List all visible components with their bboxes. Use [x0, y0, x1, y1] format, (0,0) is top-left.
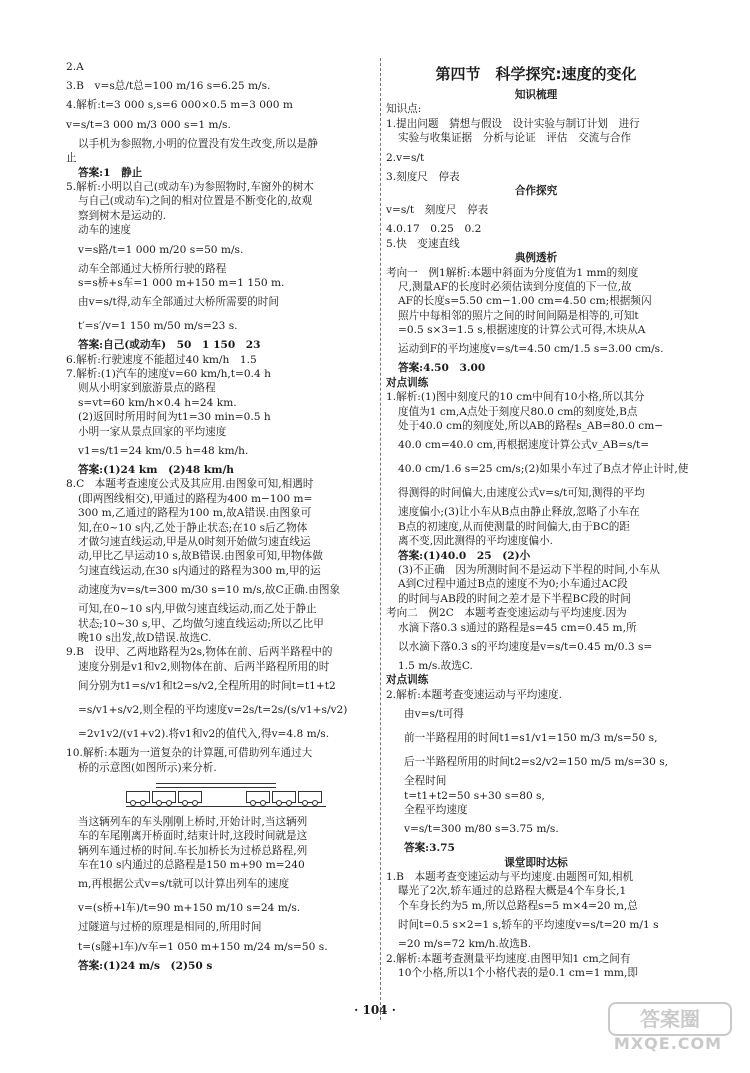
formula-line: 得测得的时间偏大,由速度公式v=s/t可知,测得的平均 — [398, 487, 645, 500]
answer-line: 止 — [66, 152, 77, 165]
answer-line: s=s桥+s车=1 000 m+150 m=1 150 m. — [78, 276, 285, 289]
answer-line: 小明一家从景点回家的平均速度 — [78, 425, 227, 438]
answer-line: 答案:自己(或动车) 50 1 150 23 — [78, 339, 261, 352]
answer-line: 动车全部通过大桥所行驶的路程 — [78, 262, 227, 275]
formula-line: =s/v1+s/v2,则全程的平均速度v=2s/t=2s/(s/v1+s/v2) — [78, 704, 348, 717]
answer-line: 处于40.0 cm的刻度处,所以AB的路程s_AB=80.0 cm− — [398, 420, 664, 433]
answer-line: 状态;10~30 s,甲、乙均做匀速直线运动;所以乙比甲 — [78, 617, 324, 630]
formula-line: 动速度为v=s/t=300 m/30 s=10 m/s,故C正确.由图象 — [78, 584, 341, 597]
formula-line: 40.0 cm/1.6 s=25 cm/s;(2)如果小车过了B点才停止计时,使 — [398, 463, 689, 476]
formula-line: v=(s桥+l车)/t=90 m+150 m/10 s=24 m/s. — [78, 902, 301, 915]
answer-line: B点的初速度,从而使测量的时间偏大,由于BC的距 — [398, 520, 630, 533]
formula-line: t′=s′/v=1 150 m/50 m/s=23 s. — [78, 320, 238, 333]
formula-line: 由v=s/t可得 — [404, 708, 464, 721]
answer-line: 5.快 变速直线 — [386, 237, 460, 250]
answer-line: 5.解析:小明以自己(或动车)为参照物时,车窗外的树木 — [66, 180, 314, 193]
answer-line: 车在10 s内通过的总路程是150 m+90 m=240 — [78, 859, 305, 872]
site-watermark — [608, 1002, 728, 1056]
formula-line: 40.0 cm=40.0 cm,再根据速度计算公式v_AB=s/t= — [398, 439, 650, 452]
answer-line: 动,甲比乙早运动10 s,故B错误.由图象可知,甲物体做 — [78, 550, 323, 563]
left-column — [66, 60, 382, 973]
subsection-heading: 对点训练 — [386, 674, 429, 687]
answer-line: 匀速直线运动,在30 s内通过的路程为300 m,甲的运 — [78, 564, 321, 577]
train-car — [126, 791, 150, 803]
train-car — [272, 791, 296, 803]
answer-line: 的时间与AB段的时间之差才是下半程BC段的时间 — [398, 592, 631, 605]
answer-line: 与自己(或动车)之间的相对位置是不断变化的,故观 — [78, 195, 313, 208]
page-number: · 104 · — [354, 1003, 396, 1017]
formula-line: v=s路/t=1 000 m/20 s=50 m/s. — [78, 243, 244, 256]
watermark-logo: 答案圈 — [608, 1002, 732, 1036]
answer-line: 辆列车通过桥的时间.车长加桥长为过桥总路程,列 — [78, 844, 308, 857]
answer-line: 2.解析:本题考查测量平均速度.由图甲知1 cm之间有 — [386, 952, 631, 965]
formula-line: v=s/t=3 000 m/3 000 s=1 m/s. — [66, 118, 231, 131]
formula-line: v1=s/t1=24 km/0.5 h=48 km/h. — [78, 445, 249, 458]
train-car — [178, 791, 202, 803]
answer-line: 4.0.17 0.25 0.2 — [386, 223, 482, 236]
subsection-heading: 合作探究 — [514, 184, 558, 197]
answer-line: 速度分别是v1和v2,则物体在前、后两半路程所用的时 — [78, 660, 330, 673]
bridge — [156, 783, 276, 788]
formula-line: v=s/t=300 m/80 s=3.75 m/s. — [404, 823, 559, 836]
answer-line: 答案:4.50 3.00 — [398, 362, 486, 375]
formula-line: 前一半路程用的时间t1=s1/v1=150 m/3 m/s=50 s, — [404, 732, 658, 745]
answer-line: 以手机为参照物,小明的位置没有发生改变,所以是静 — [78, 137, 318, 150]
answer-line: 当这辆列车的车头刚刚上桥时,开始计时,当这辆列 — [78, 815, 308, 828]
answer-line: 尺,测量AF的长度时必须估读到分度值的下一位,故 — [398, 280, 632, 293]
answer-line: 8.C 本题考查速度公式及其应用.由图象可知,相遇时 — [66, 478, 314, 491]
formula-line: 以水滴下落0.3 s的平均速度是v=s/t=0.45 m/0.3 s= — [398, 640, 653, 653]
answer-line: 则从小明家到旅游景点的路程 — [78, 382, 216, 395]
answer-line: 实验与收集证据 分析与论证 评估 交流与合作 — [398, 132, 632, 145]
answer-line: 10个小格,所以1个小格代表的是0.1 cm=1 mm,即 — [398, 967, 638, 980]
subsection-heading: 对点训练 — [386, 376, 429, 389]
answer-line: 1.5 m/s.故选C. — [398, 659, 473, 672]
answer-line: t=t1+t2=50 s+30 s=80 s, — [404, 789, 545, 802]
train-car — [152, 791, 176, 803]
answer-line: 车的车尾刚离开桥面时,结束计时,这段时间就是这 — [78, 830, 308, 843]
answer-line: 4.解析:t=3 000 s,s=6 000×0.5 m=3 000 m — [66, 99, 293, 112]
subsection-heading: 知识梳理 — [514, 89, 558, 101]
answer-line: 答案:(1)40.0 25 (2)小 — [398, 549, 531, 562]
formula-line: 间分别为t1=s/v1和t2=s/v2,全程所用的时间t=t1+t2 — [78, 680, 336, 693]
answer-line: 度值为1 cm,A点处于刻度尺80.0 cm的刻度处,B点 — [398, 405, 638, 418]
answer-line: 察到树木是运动的. — [78, 209, 167, 222]
answer-line: 答案:3.75 — [404, 842, 455, 855]
train-car — [246, 791, 270, 803]
answer-line: 3.B v=s总/t总=100 m/16 s=6.25 m/s. — [66, 80, 271, 93]
train-car — [298, 791, 322, 803]
formula-line: 2.v=s/t — [386, 151, 425, 164]
answer-line: 离不变,因此测得的平均速度偏小. — [398, 535, 554, 548]
answer-line: 考向二 例2C 本题考查变速运动与平均速度.因为 — [386, 607, 627, 620]
answer-line: 7.解析:(1)汽车的速度v=60 km/h,t=0.4 h — [66, 368, 271, 381]
answer-line: 考向一 例1解析:本题中斜面为分度值为1 mm的刻度 — [386, 266, 639, 279]
answer-line: 动车的速度 — [78, 224, 131, 237]
formula-line: v=s/t 刻度尺 停表 — [386, 204, 489, 217]
answer-line: A到C过程中通过B点的速度不为0;小车通过AC段 — [398, 578, 628, 591]
answer-line: =0.5 s×3=1.5 s,根据速度的计算公式可得,木块从A — [398, 324, 646, 337]
answer-line: 知识点: — [386, 103, 422, 116]
answer-line: 答案:(1)24 m/s (2)50 s — [78, 959, 213, 972]
formula-line: m,再根据公式v=s/t就可以计算出列车的速度 — [78, 878, 290, 891]
answer-line: 10.解析:本题为一道复杂的计算题,可借助列车通过大 — [66, 747, 313, 760]
answer-line: 全程时间 — [404, 775, 447, 788]
answer-line: 才做匀速直线运动,甲是从0时刻开始做匀速直线运 — [78, 535, 311, 548]
answer-line: 300 m,乙通过的路程为100 m,故A错误.由图象可 — [78, 507, 312, 520]
answer-line: 可知,在0~10 s内,甲做匀速直线运动,而乙处于静止 — [78, 603, 317, 616]
answer-line: 3.刻度尺 停表 — [386, 170, 460, 183]
answer-line: 答案:1 静止 — [78, 166, 143, 179]
answer-line: AF的长度s=5.50 cm−1.00 cm=4.50 cm;根据频闪 — [398, 295, 652, 308]
answer-line: 9.B 设甲、乙两地路程为2s,物体在前、后两半路程中的 — [66, 646, 333, 659]
formula-line: 后一半路程所用的时间t2=s2/v2=150 m/5 m/s=30 s, — [404, 756, 669, 769]
answer-line: (即两图线相交),甲通过的路程为400 m−100 m= — [78, 492, 313, 505]
answer-line: (3)不正确 因为所测时间不是运动下半程的时间,小车从 — [398, 563, 661, 576]
answer-line: 速度偏小;(3)让小车从B点由静止释放,忽略了小车在 — [398, 506, 640, 519]
formula-line: 时间t=0.5 s×2=1 s,轿车的平均速度v=s/t=20 m/1 s — [398, 919, 659, 932]
formula-line: t=(s隧+l车)/v车=1 050 m+150 m/24 m/s=50 s. — [78, 940, 328, 953]
answer-line: 晚10 s出发,故D错误.故选C. — [78, 631, 212, 644]
train-bridge-diagram — [126, 779, 326, 809]
answer-line: 桥的示意图(如图所示)来分析. — [78, 761, 217, 774]
answer-line: 2.解析:本题考查变速运动与平均速度. — [386, 688, 562, 701]
answer-line: 知,在0~10 s内,乙处于静止状态;在10 s后乙物体 — [78, 521, 308, 534]
answer-line: 1.解析:(1)图中刻度尺的10 cm中间有10小格,所以其分 — [386, 391, 645, 404]
answer-line: 照片中每相邻的照片之间的时间间隔是相等的,可知t — [398, 309, 639, 322]
answer-line: 曝光了2次,轿车通过的总路程大概是4个车身长,1 — [398, 885, 627, 898]
watermark-url: MXQE.COM — [613, 1034, 723, 1053]
answer-line: 答案:(1)24 km (2)48 km/h — [78, 464, 235, 477]
answer-line: 1.提出问题 猜想与假设 设计实验与制订计划 进行 — [386, 117, 640, 130]
answer-line: 水滴下落0.3 s通过的路程是s=45 cm=0.45 m,所 — [398, 621, 637, 634]
answer-line: 全程平均速度 — [404, 803, 468, 816]
answer-line: =20 m/s=72 km/h.故选B. — [398, 938, 532, 951]
section-title: 第四节 科学探究:速度的变化 — [435, 65, 637, 83]
answer-line: 个车身长约为5 m,所以总路程s=5 m×4=20 m,总 — [398, 899, 638, 912]
ground-line — [126, 806, 326, 807]
subsection-heading: 典例透析 — [514, 252, 558, 265]
right-column — [386, 60, 689, 980]
subsection-heading: 课堂即时达标 — [504, 856, 568, 869]
answer-line: s=vt=60 km/h×0.4 h=24 km. — [78, 396, 237, 409]
answer-line: (2)返回时所用时间为t1=30 min=0.5 h — [78, 411, 271, 424]
formula-line: 运动到F的平均速度v=s/t=4.50 cm/1.5 s=3.00 cm/s. — [398, 343, 664, 356]
column-divider — [380, 58, 381, 1020]
answer-line: 2.A — [66, 61, 84, 73]
answer-line: 由v=s/t得,动车全部通过大桥所需要的时间 — [78, 296, 279, 309]
formula-line: =2v1v2/(v1+v2).将v1和v2的值代入,得v=4.8 m/s. — [78, 728, 330, 741]
answer-line: 1.B 本题考查变速运动与平均速度.由题图可知,相机 — [386, 871, 634, 884]
answer-line: 6.解析:行驶速度不能超过40 km/h 1.5 — [66, 353, 257, 366]
answer-line: 过隧道与过桥的原理是相同的,所用时间 — [78, 921, 262, 934]
